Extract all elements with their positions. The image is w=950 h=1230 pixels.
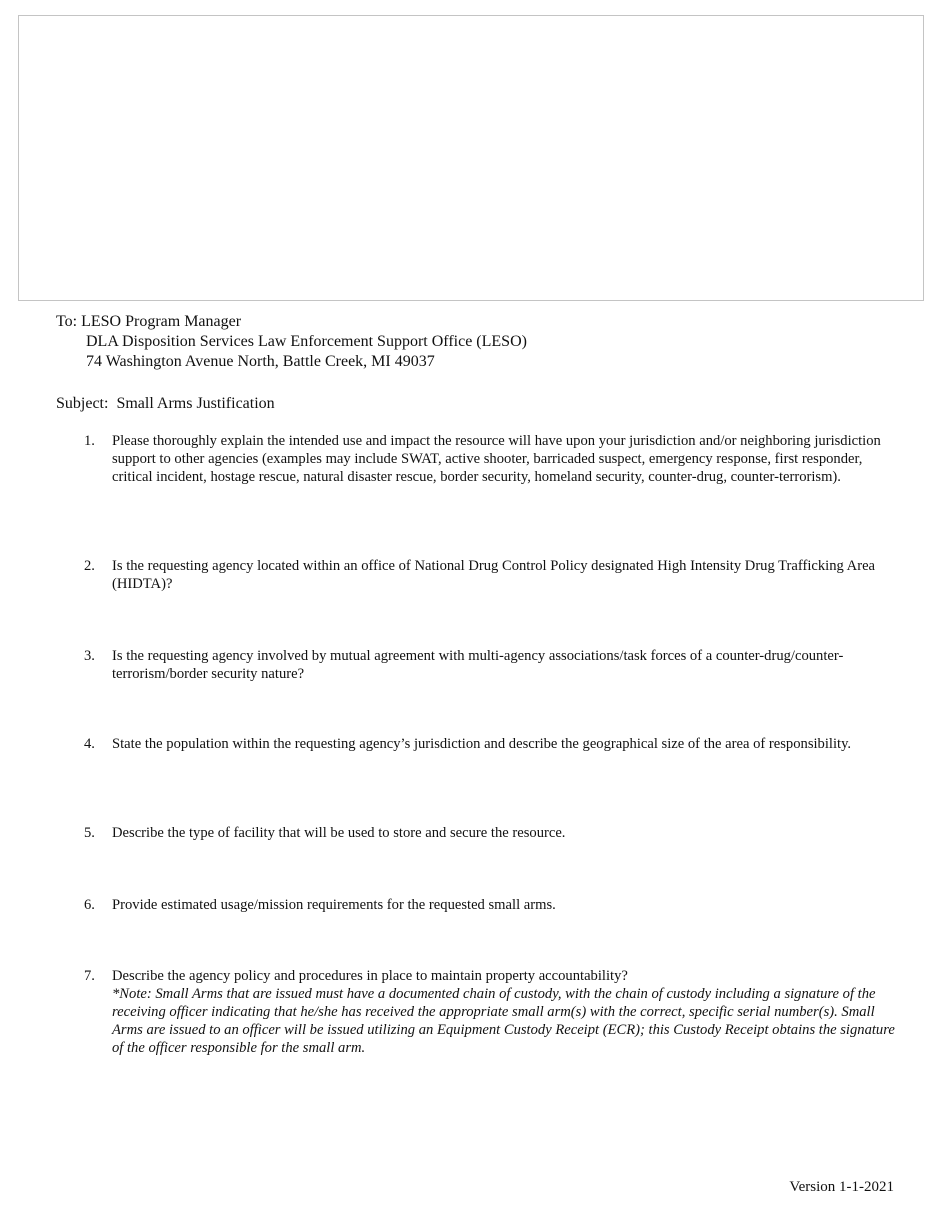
question-number: 5. — [84, 825, 95, 841]
address-office-line: DLA Disposition Services Law Enforcement Support Office (LESO) — [86, 333, 527, 350]
question-number: 1. — [84, 433, 95, 449]
question-5 — [84, 824, 904, 842]
question-1 — [84, 432, 904, 486]
question-text: Provide estimated usage/mission requirements for the requested small arms. — [112, 897, 556, 913]
question-7 — [84, 967, 904, 1057]
version-label: Version 1-1-2021 — [789, 1179, 894, 1195]
question-4 — [84, 735, 904, 753]
subject-line: Subject: Small Arms Justification — [56, 395, 275, 412]
question-number: 2. — [84, 558, 95, 574]
question-number: 4. — [84, 736, 95, 752]
address-to-line: To: LESO Program Manager — [56, 313, 242, 330]
address-block — [56, 312, 527, 372]
address-street-line: 74 Washington Avenue North, Battle Creek, MI 49037 — [86, 353, 435, 370]
question-text: Please thoroughly explain the intended use and impact the resource will have upon your jurisdiction and/or neighboring jurisdiction support to other agencies (examples may include SWAT, active shooter, barricaded suspect, emergency response, first responder, critical incident, hostage rescue, natural disaster rescue, border security, homeland security, counter-drug, counter-terrorism). — [112, 433, 881, 485]
question-6 — [84, 896, 904, 914]
question-note: *Note: Small Arms that are issued must have a documented chain of custody, with the chain of custody including a signature of the receiving officer indicating that he/she has received the appropriate small arm(s) with the correct, specific serial number(s). Small Arms are issued to an officer will be issued utilizing an Equipment Custody Receipt (ECR); this Custody Receipt obtains the signature of the officer responsible for the small arm. — [112, 986, 895, 1056]
question-text: Is the requesting agency involved by mutual agreement with multi-agency associations/task forces of a counter-drug/counter-terrorism/border security nature? — [112, 648, 844, 682]
question-number: 7. — [84, 968, 95, 984]
question-3 — [84, 647, 904, 683]
question-text: Describe the agency policy and procedures in place to maintain property accountability? — [112, 968, 628, 984]
question-text: State the population within the requesting agency’s jurisdiction and describe the geographical size of the area of responsibility. — [112, 736, 852, 752]
letterhead-box — [18, 15, 924, 301]
question-number: 3. — [84, 648, 95, 664]
question-2 — [84, 557, 904, 593]
question-number: 6. — [84, 897, 95, 913]
question-text: Describe the type of facility that will be used to store and secure the resource. — [112, 825, 566, 841]
question-text: Is the requesting agency located within an office of National Drug Control Policy designated High Intensity Drug Trafficking Area (HIDTA)? — [112, 558, 876, 592]
